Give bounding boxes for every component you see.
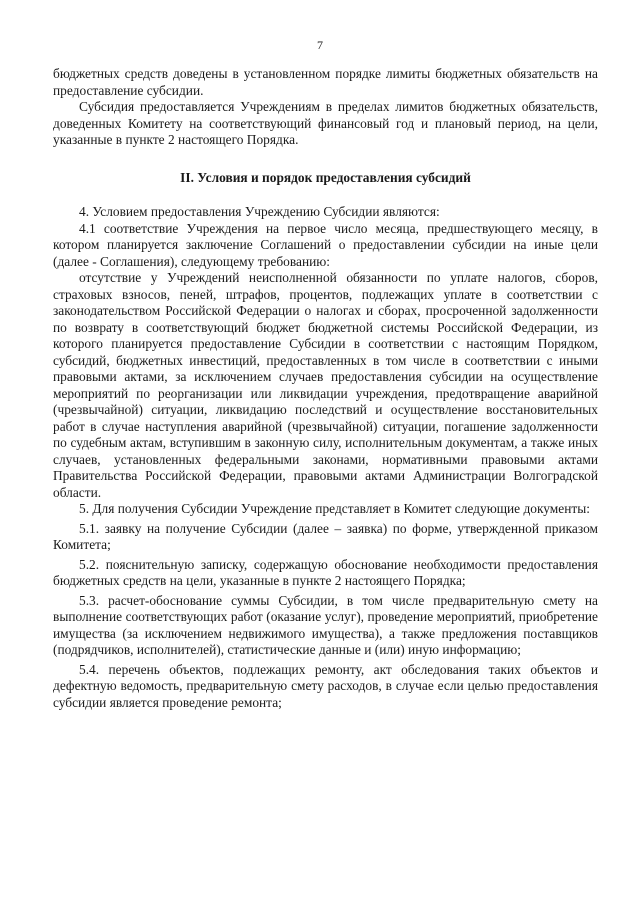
clause-5-4: 5.4. перечень объектов, подлежащих ремонту, акт обследования таких объектов и дефектную ведомость, предварительную смету расходов, в случае если целью предоставления субсидии является проведение ремонта;	[53, 661, 598, 710]
document-body	[53, 66, 598, 711]
clause-4: 4. Условием предоставления Учреждению Субсидии являются:	[79, 204, 440, 219]
clause-5: 5. Для получения Субсидии Учреждение представляет в Комитет следующие документы:	[79, 501, 590, 516]
clause-5-1: 5.1. заявку на получение Субсидии (далее – заявка) по форме, утвержденной приказом Комитета;	[53, 520, 598, 552]
clause-5-2: 5.2. пояснительную записку, содержащую обоснование необходимости предоставления бюджетных средств на цели, указанные в пункте 2 настоящего Порядка;	[53, 556, 598, 588]
paragraph-budget-limits: бюджетных средств доведены в установленном порядке лимиты бюджетных обязательств на предоставление субсидии.	[53, 66, 598, 98]
page-number: 7	[317, 38, 323, 52]
clause-5-3: 5.3. расчет-обоснование суммы Субсидии, в том числе предварительную смету на выполнение соответствующих работ (оказание услуг), проведение мероприятий, приобретение имущества (за исключением недвижимого имущества), а также предложения поставщиков (подрядчиков, исполнителей), статистические данные и (или) иную информацию;	[53, 592, 598, 657]
section-heading: II. Условия и порядок предоставления субсидий	[180, 169, 471, 185]
paragraph-subsidy-limits: Субсидия предоставляется Учреждениям в пределах лимитов бюджетных обязательств, доведенных Комитету на соответствующий финансовый год и плановый период, на цели, указанные в пункте 2 настоящего Порядка.	[53, 99, 598, 147]
clause-4-1: 4.1 соответствие Учреждения на первое число месяца, предшествующего месяцу, в котором планируется заключение Соглашений о предоставлении субсидии на иные цели (далее - Соглашения), следующему требованию:	[53, 220, 598, 269]
clause-4-1-requirement: отсутствие у Учреждений неисполненной обязанности по уплате налогов, сборов, страховых взносов, пеней, штрафов, процентов, подлежащих уплате в соответствии с законодательством Российской Федерации о налогах и сборах, просроченной задолженности по возврату в соответствующий бюджет бюджетной системы Российской Федерации, из которого планируется предоставление Субсидии в соответствии с настоящим Порядком, субсидий, бюджетных инвестиций, предоставленных в том числе в соответствии с иными правовыми актами, за исключением случаев предоставления субсидии на осуществление мероприятий по реорганизации или ликвидации учреждения, предотвращение аварийной (чрезвычайной) ситуации, ликвидацию последствий и осуществление восстановительных работ в случае наступления аварийной (чрезвычайной) ситуации, погашение задолженности по судебным актам, вступившим в законную силу, исполнительным документам, а также иных случаев, установленных федеральными законами, нормативными правовыми актами Правительства Российской Федерации, правовыми актами Администрации Волгоградской области.	[53, 270, 598, 500]
